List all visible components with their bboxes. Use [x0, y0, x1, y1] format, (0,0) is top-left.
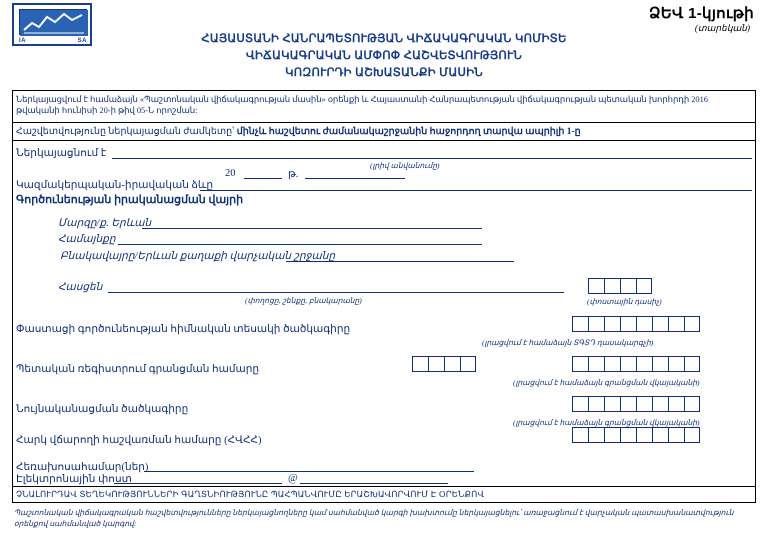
input-email-local[interactable]	[114, 483, 282, 484]
label-address: Հասցեն	[58, 282, 103, 293]
label-phones: Հեռախոսահամար(ներ)	[16, 462, 149, 473]
label-date-suffix: թ.	[288, 169, 299, 180]
input-address[interactable]	[108, 292, 564, 293]
cell[interactable]	[620, 396, 636, 412]
label-email: Էլեկտրոնային փոստ	[16, 474, 132, 485]
logo-label-right: SA	[77, 37, 87, 44]
input-email-domain[interactable]	[300, 483, 448, 484]
title-line-3: ԿՈԶՈՒՐԴԻ ԱՇԽԱՏԱՆՔԻ ՄԱՍԻՆ	[285, 67, 483, 79]
cell[interactable]	[588, 356, 604, 372]
input-community[interactable]	[118, 244, 482, 245]
cell[interactable]	[412, 356, 428, 372]
cell[interactable]	[636, 278, 652, 294]
label-identification-code: Նույնականացման ծածկագիրը	[16, 404, 189, 415]
cell[interactable]	[620, 316, 636, 332]
hint-address: (փողոցը, շենքը, բնակարանը)	[245, 296, 362, 305]
cell[interactable]	[572, 356, 588, 372]
cell[interactable]	[636, 316, 652, 332]
cell[interactable]	[620, 356, 636, 372]
footer-divider	[13, 486, 755, 487]
cell[interactable]	[620, 427, 636, 443]
cell[interactable]	[652, 427, 668, 443]
hint-postal-index: (փոստային դասիչ)	[587, 297, 662, 306]
label-state-register: Պետական ռեգիստրում գրանցման համարը	[16, 364, 260, 375]
cell[interactable]	[604, 278, 620, 294]
label-email-at: @	[288, 473, 298, 484]
cell[interactable]	[572, 427, 588, 443]
cell[interactable]	[684, 396, 700, 412]
cell[interactable]	[588, 427, 604, 443]
cell[interactable]	[588, 396, 604, 412]
section-activity-location: Գործունեության իրականացման վայրի	[16, 194, 244, 206]
input-identification-code[interactable]	[572, 396, 700, 412]
input-date-day[interactable]	[305, 178, 405, 179]
input-phones[interactable]	[144, 471, 474, 472]
cell[interactable]	[636, 396, 652, 412]
cell[interactable]	[604, 396, 620, 412]
label-activity-code: Փաստացի գործունեության հիմնական տեսակի ծածկագիրը	[16, 324, 351, 335]
title-line-2: ՎԻՃԱԿԱԳՐԱԿԱՆ ԱՄՓՈՓ ՀԱՇՎԵՏՎՈՒԹՅՈՒՆ	[246, 50, 522, 62]
label-region: Մարզը/ք. Երևան	[58, 218, 152, 229]
label-taxpayer-number: Հարկ վճարողի հաշվառման համարը (ՀՎՀՀ)	[16, 435, 262, 446]
cell[interactable]	[620, 278, 636, 294]
hint-submitted-by: (լրիվ անվանումը)	[370, 161, 440, 170]
input-taxpayer-number[interactable]	[572, 427, 700, 443]
cell[interactable]	[588, 278, 604, 294]
cell[interactable]	[652, 316, 668, 332]
cell[interactable]	[604, 316, 620, 332]
cell[interactable]	[668, 356, 684, 372]
hint-identification-code: (լրացվում է համաձայն գրանցման վկայականի)	[513, 418, 700, 427]
cell[interactable]	[604, 427, 620, 443]
label-settlement: Բնակավայրը/Երևան քաղաքի վարչական շրջանը	[60, 251, 336, 262]
confidentiality-heading: ՉՆԱԼՈՒՐԴԱՎ ՏԵՂԵԿՈՒԹՅՈՒՆՆԵՐԻ ԳԱՂՏՆԻՈՒԹՅՈՒՆԸ ՊԱՀՊԱՆՎՈՒՄԸ ԵՐԱՇԽԱՎՈՐՎՈՒՄ Է ՕՐԵՆՔՈՎ	[16, 489, 485, 499]
cell[interactable]	[668, 316, 684, 332]
hint-activity-code: (լրացվում է համաձայն ՏԳՏԴ դասակարգչի)	[482, 338, 654, 347]
cell[interactable]	[604, 356, 620, 372]
input-postal-index[interactable]	[588, 278, 652, 294]
input-settlement[interactable]	[286, 261, 514, 262]
title-line-1: ՀԱՅԱՍՏԱՆԻ ՀԱՆՐԱՊԵՏՈՒԹՅԱՆ ՎԻՃԱԿԱԳՐԱԿԱՆ ԿՈՄԻՏԵ	[201, 33, 567, 45]
label-submitted-by: Ներկայացնում է	[16, 148, 107, 159]
cell[interactable]	[444, 356, 460, 372]
input-activity-code[interactable]	[572, 316, 700, 332]
cell[interactable]	[572, 316, 588, 332]
input-legal-form[interactable]	[200, 190, 752, 191]
cell[interactable]	[668, 396, 684, 412]
input-region[interactable]	[142, 228, 482, 229]
deadline-note	[16, 126, 716, 137]
cell[interactable]	[572, 396, 588, 412]
cell[interactable]	[428, 356, 444, 372]
input-date-month[interactable]	[244, 178, 282, 179]
confidentiality-note: Պաշտոնական վիճակագրական հաշվետվությունները ներկայացնողները կամ սահմանված կարգի խախտումը ներկայացնելու՝ առաջացնում է վարչական պատասխանատվություն օրենքով սահմանված կարգով:	[14, 508, 734, 528]
cell[interactable]	[588, 316, 604, 332]
form-code-period: (տարեկան)	[694, 23, 750, 33]
cell[interactable]	[636, 356, 652, 372]
cell[interactable]	[460, 356, 476, 372]
label-date-year: 20	[225, 168, 236, 179]
deadline-prefix: Հաշվետվությունը ներկայացման ժամկետը՝	[16, 127, 237, 137]
cell[interactable]	[684, 356, 700, 372]
cell[interactable]	[668, 427, 684, 443]
logo-label-left: IA	[19, 37, 26, 44]
cell[interactable]	[636, 427, 652, 443]
page-title	[0, 31, 768, 82]
input-state-register[interactable]	[412, 356, 476, 372]
hint-state-register: (լրացվում է համաձայն գրանցման վկայականի)	[513, 378, 700, 387]
label-community: Համայնքը	[58, 234, 116, 245]
legal-intro-text: Ներկայացվում է համաձայն «Պաշտոնական վիճակագրության մասին» օրենքի և Հայաստանի Հանրապետության վիճակագրության պետական խորհրդի 2016 թվականի հունիսի 20-ի թիվ 05-Ն որոշման:	[16, 95, 708, 115]
cell[interactable]	[684, 316, 700, 332]
cell[interactable]	[652, 356, 668, 372]
label-legal-form: Կազմակերպական-իրավական ձևը	[16, 180, 214, 191]
input-state-register-suffix[interactable]	[572, 356, 700, 372]
cell[interactable]	[684, 427, 700, 443]
input-submitted-by[interactable]	[112, 158, 752, 159]
cell[interactable]	[652, 396, 668, 412]
deadline-emphasis: մինչև հաշվետու ժամանակաշրջանին հաջորդող տարվա ապրիլի 1-ը	[236, 127, 581, 137]
form-code: ՁԵՎ 1-կյութի	[648, 5, 754, 22]
